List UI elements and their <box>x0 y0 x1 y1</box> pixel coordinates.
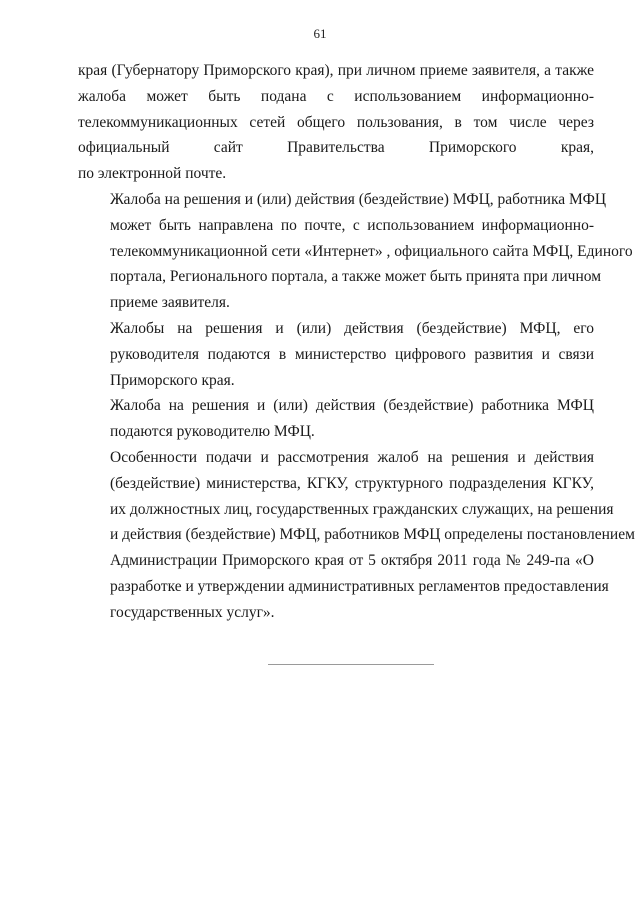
end-divider <box>268 664 434 665</box>
text-line: их должностных лиц, государственных гражданских служащих, на решения <box>110 500 614 518</box>
text-line: Жалоба на решения и (или) действия (бездействие) МФЦ, работника МФЦ <box>110 190 607 208</box>
text-line: официальный сайт Правительства Приморского края, <box>78 139 594 157</box>
text-line: (бездействие) министерства, КГКУ, структурного подразделения КГКУ, <box>110 474 594 492</box>
text-line: портала, Регионального портала, а также может быть принята при личном <box>110 268 602 286</box>
paragraph-mfc-employee-complaint <box>78 393 594 445</box>
text-line: разработке и утверждении административных регламентов предоставления <box>110 577 609 595</box>
page-number: 61 <box>313 26 327 41</box>
paragraph-mfc-complaint <box>78 187 633 316</box>
text-line: и действия (бездействие) МФЦ, работников МФЦ определены постановлением <box>110 526 635 544</box>
text-line: края (Губернатору Приморского края), при личном приеме заявителя, а также <box>78 62 594 79</box>
text-line: телекоммуникационной сети «Интернет» , официального сайта МФЦ, Единого <box>110 242 633 260</box>
text-line: подаются руководителю МФЦ. <box>110 423 315 441</box>
text-line: Жалобы на решения и (или) действия (бездействие) МФЦ, его <box>110 319 594 337</box>
text-line: телекоммуникационных сетей общего пользования, в том числе через <box>78 113 594 131</box>
text-line: руководителя подаются в министерство цифрового развития и связи <box>110 345 594 363</box>
paragraph-complaint-channels <box>78 58 594 187</box>
text-line: может быть направлена по почте, с использованием информационно- <box>110 216 594 234</box>
text-line: приеме заявителя. <box>110 294 230 312</box>
text-line: государственных услуг». <box>110 603 275 621</box>
paragraph-mfc-head-complaint <box>78 316 594 393</box>
text-line: Приморского края. <box>110 371 235 389</box>
text-line: по электронной почте. <box>78 165 227 183</box>
text-line: Жалоба на решения и (или) действия (бездействие) работника МФЦ <box>110 397 594 415</box>
text-line: Особенности подачи и рассмотрения жалоб на решения и действия <box>110 448 594 466</box>
document-body <box>78 58 635 626</box>
text-line: Администрации Приморского края от 5 октября 2011 года № 249-па «О <box>110 552 594 570</box>
paragraph-complaint-procedure <box>78 445 635 626</box>
text-line: жалоба может быть подана с использованием информационно- <box>78 87 594 105</box>
